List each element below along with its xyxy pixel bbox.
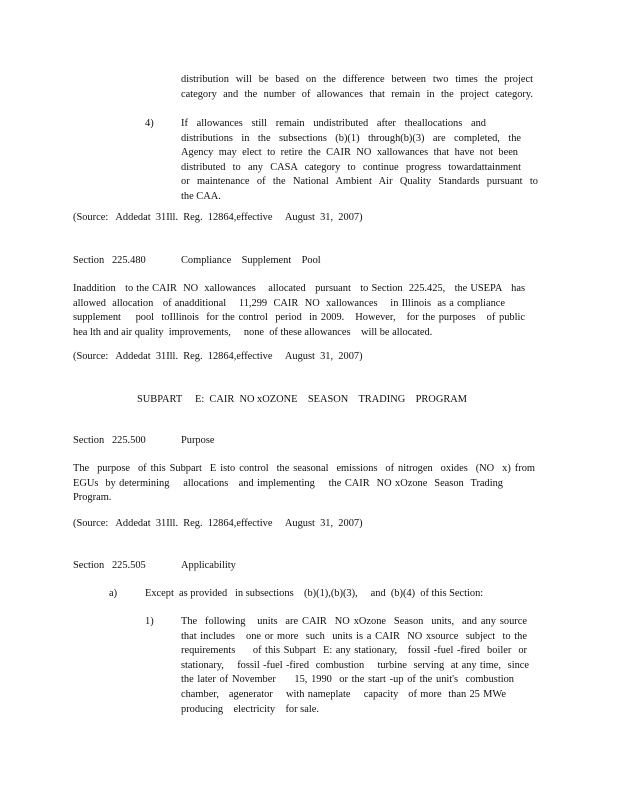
section-title: Compliance Supplement Pool	[181, 255, 321, 266]
text-line: EGUs by determining allocations and implementing the CAIR NO xOzone Season Trading	[73, 477, 503, 489]
section-500-paragraph	[73, 462, 535, 506]
text-line: Inaddition to the CAIR NO xallowances allocated pursuant to Section 225.425, the USEPA has	[73, 283, 525, 294]
section-number: Section 225.480	[73, 255, 146, 266]
text-line: supplement pool toIllinois for the control period in 2009. However, for the purposes of public	[73, 312, 525, 324]
text-line: hea lth and air quality improvements, none of these allowances will be allocated.	[73, 326, 433, 338]
subsection-label: 1)	[145, 616, 154, 627]
text-line: Program.	[73, 492, 112, 504]
text-line: the CAA.	[181, 190, 221, 202]
text-line: requirements of this Subpart E: any stationary, fossil -fuel -fired boiler or	[181, 645, 527, 657]
subsection-label: a)	[109, 588, 118, 599]
subpart-heading: SUBPART E: CAIR NO xOZONE SEASON TRADING PROGRAM	[137, 394, 467, 405]
text-line: The following units are CAIR NO xOzone Season units, and any source	[181, 616, 527, 627]
text-line: distributions in the subsections (b)(1) through(b)(3) are completed, the	[181, 132, 521, 144]
text-line: the later of November 15, 1990 or the start -up of the unit's combustion	[181, 674, 514, 686]
text-line: If allowances still remain undistributed after theallocations and	[181, 118, 486, 129]
text-line: distributed to any CASA category to continue progress towardattainment	[181, 161, 521, 173]
text-line: stationary, fossil -fuel -fired combustion turbine serving at any time, since	[181, 659, 529, 671]
section-title: Purpose	[181, 435, 215, 446]
section-title: Applicability	[181, 560, 236, 571]
subsection-1-paragraph	[181, 615, 529, 717]
source-note: (Source: Addedat 31Ill. Reg. 12864,effective August 31, 2007)	[73, 518, 363, 529]
text-line: The purpose of this Subpart E isto control the seasonal emissions of nitrogen oxides (NO x) from	[73, 463, 535, 474]
section-480-paragraph	[73, 282, 525, 340]
text-line: distribution will be based on the difference between two times the project	[181, 74, 533, 85]
text-line: chamber, agenerator with nameplate capacity of more than 25 MWe	[181, 688, 506, 700]
item-4-paragraph	[181, 117, 538, 205]
section-number: Section 225.505	[73, 560, 146, 571]
subsection-a-text: Except as provided in subsections (b)(1),(b)(3), and (b)(4) of this Section:	[145, 588, 484, 599]
text-line: category and the number of allowances that remain in the project category.	[181, 88, 533, 100]
item-number: 4)	[145, 118, 154, 129]
text-line: producing electricity for sale.	[181, 703, 319, 715]
continuation-paragraph	[181, 73, 533, 102]
section-number: Section 225.500	[73, 435, 146, 446]
text-line: Agency may elect to retire the CAIR NO xallowances that have not been	[181, 147, 518, 159]
source-note: (Source: Addedat 31Ill. Reg. 12864,effective August 31, 2007)	[73, 351, 363, 362]
text-line: allowed allocation of anadditional 11,299 CAIR NO xallowances in Illinois as a compliance	[73, 297, 505, 309]
text-line: that includes one or more such units is a CAIR NO xsource subject to the	[181, 630, 527, 642]
text-line: or maintenance of the National Ambient Air Quality Standards pursuant to	[181, 176, 538, 188]
source-note: (Source: Addedat 31Ill. Reg. 12864,effective August 31, 2007)	[73, 212, 363, 223]
